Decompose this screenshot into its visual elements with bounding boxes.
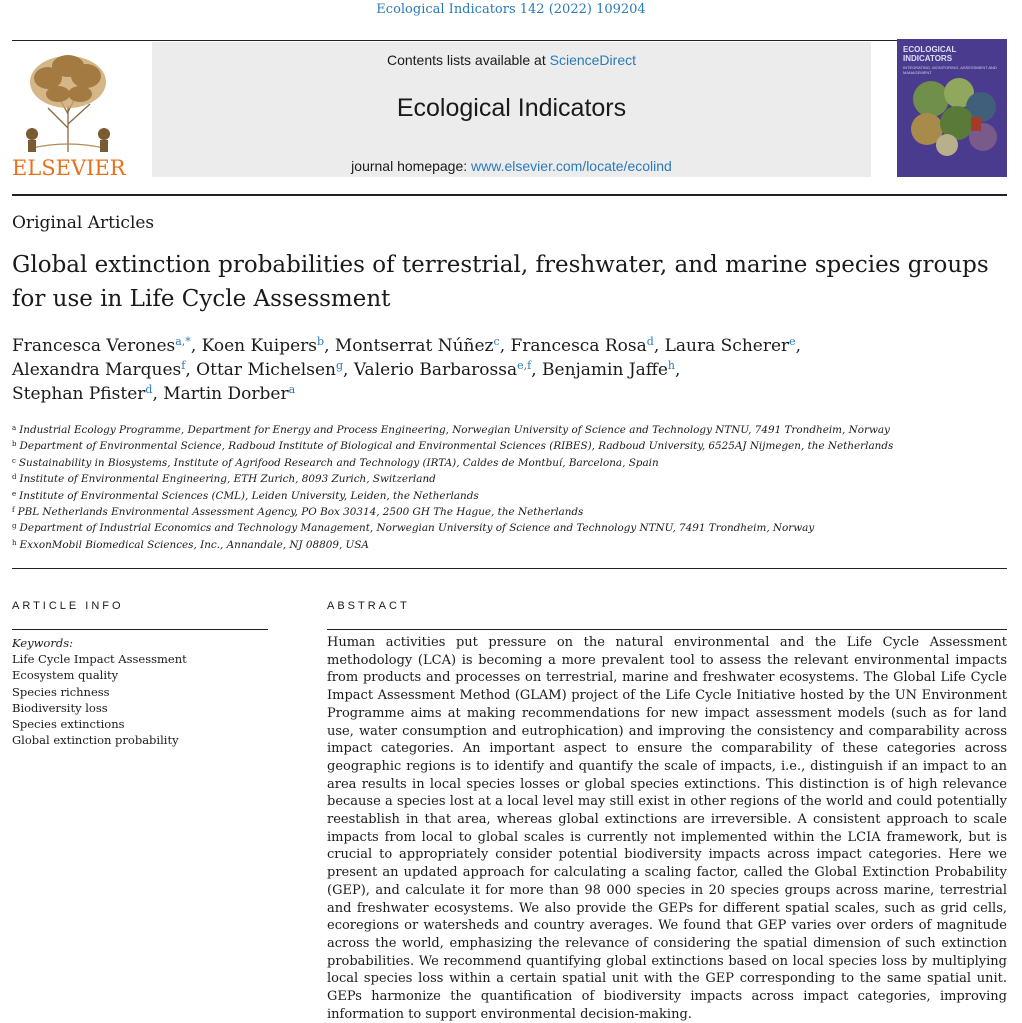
affiliation-text: Institute of Environmental Sciences (CML), Leiden University, Leiden, the Netherlands xyxy=(19,489,479,502)
keyword-item: Life Cycle Impact Assessment xyxy=(12,652,187,666)
abstract-text: Human activities put pressure on the natural environmental and the Life Cycle Assessment methodology (LCA) is becoming a more prevalent tool to assess the relevant environmental impacts from products and processes on terrestrial, marine and freshwater ecosystems. The Global Life Cycle Impact Assessment Method (GLAM) project of the Life Cycle Initiative hosted by the UN Environment Programme aims at making recommendations for new impact assessment models (such as for land use, water consumption and eutrophication) and improving the consistency and comparability across impact categories. An important aspect to ensure the comparability of these categories across geographic regions is to identify and quantify the scale of impacts, i.e., distinguish if an impact to an area results in local species losses or global species extinctions. This distinction is of high relevance because a species lost at a local level may still exist in other regions of the world and could potentially reestablish in that area, whereas global extinctions are irreversible. A consistent approach to scale impacts from local to global scales is currently not implemented within the LCIA framework, but is crucial to appropriately consider potential biodiversity impacts across impact categories. Here we present an updated approach for calculating a scaling factor, called the Global Extinction Probability (GEP), and calculate it for more than 98 000 species in 20 species groups across marine, terrestrial and freshwater ecosystems. We also provide the GEPs for different spatial scales, such as grid cells, ecoregions or watersheds and country averages. We found that GEP varies over orders of magnitude across the world, emphasizing the relevance of considering the spatial dimension of such extinction probabilities. We recommend quantifying global extinctions based on local species loss by multiplying local species loss within a certain spatial unit with the GEP corresponding to the same spatial unit. GEPs harmonize the quantification of biodiversity impacts across impact categories, improving information to support environmental decision-making. xyxy=(327,635,1007,1022)
cover-title-line2: INDICATORS xyxy=(903,54,953,63)
author-affiliation-marker[interactable]: d xyxy=(646,335,654,348)
affiliation-marker: f xyxy=(12,506,15,515)
author-separator: , xyxy=(531,360,543,380)
author-separator: , xyxy=(795,336,802,356)
article-info-heading: ARTICLE INFO xyxy=(12,600,124,612)
keyword-list xyxy=(12,651,268,749)
cover-collage-image xyxy=(901,73,1003,157)
keyword-item: Biodiversity loss xyxy=(12,700,108,715)
cover-title xyxy=(903,45,1003,63)
keyword-item: Ecosystem quality xyxy=(12,668,119,683)
author-affiliation-marker[interactable]: d xyxy=(145,383,153,396)
publisher-wordmark: ELSEVIER xyxy=(12,156,126,180)
author-affiliation-marker[interactable]: a xyxy=(288,383,296,396)
affiliation-list xyxy=(12,422,1002,553)
author-name[interactable]: Laura Scherer xyxy=(664,336,790,356)
author-separator: , xyxy=(324,336,335,356)
author-name[interactable]: Koen Kuipers xyxy=(201,336,318,356)
author-name[interactable]: Francesca Rosa xyxy=(510,336,647,356)
journal-name: Ecological Indicators xyxy=(396,94,627,122)
section-divider xyxy=(12,568,1007,569)
affiliation-item xyxy=(12,520,1002,536)
elsevier-logo[interactable] xyxy=(12,48,124,180)
author-name[interactable]: Valerio Barbarossa xyxy=(353,360,518,380)
keyword-item: Global extinction probability xyxy=(12,733,179,748)
article-info-divider xyxy=(12,629,268,630)
affiliation-item xyxy=(12,504,1002,520)
masthead-divider xyxy=(12,194,1007,196)
author-name[interactable]: Stephan Pfister xyxy=(12,384,146,404)
top-divider xyxy=(12,40,898,41)
journal-cover-thumbnail[interactable] xyxy=(897,39,1007,177)
affiliation-marker: h xyxy=(12,538,17,547)
author-name[interactable]: Montserrat Núñez xyxy=(334,336,494,356)
sciencedirect-link[interactable]: ScienceDirect xyxy=(549,52,636,68)
keyword-item: Species richness xyxy=(12,684,110,699)
cover-subtitle: INTEGRATING, MONITORING, ASSESSMENT AND MANAGEMENT xyxy=(903,65,997,75)
affiliation-marker: g xyxy=(12,522,17,531)
author-affiliation-marker[interactable]: e,f xyxy=(517,359,532,372)
homepage-prefix: journal homepage: xyxy=(351,158,472,174)
affiliation-marker: a xyxy=(12,424,17,432)
affiliation-item xyxy=(12,422,1002,438)
affiliation-item xyxy=(12,537,1002,553)
affiliation-text: Industrial Ecology Programme, Department for Energy and Process Engineering, Norwegian University of Science and Technology NTNU, 7491 Trondheim, Norway xyxy=(19,424,890,436)
affiliation-marker: b xyxy=(12,440,17,449)
author-affiliation-marker[interactable]: b xyxy=(317,335,325,348)
author-affiliation-marker[interactable]: e xyxy=(789,335,796,348)
affiliation-text: Department of Environmental Science, Radboud Institute of Biological and Environmental Sciences (RIBES), Radboud University, 6525AJ Nijmegen, the Netherlands xyxy=(19,440,894,453)
author-name[interactable]: Benjamin Jaffe xyxy=(542,360,668,380)
affiliation-marker: e xyxy=(12,489,17,498)
author-separator: , xyxy=(499,336,511,356)
contents-prefix: Contents lists available at xyxy=(386,52,550,68)
journal-citation-link[interactable]: Ecological Indicators 142 (2022) 109204 xyxy=(376,2,646,17)
abstract-divider xyxy=(327,629,1007,630)
author-affiliation-marker[interactable]: g xyxy=(335,359,344,372)
author-affiliation-marker[interactable]: f xyxy=(181,359,186,372)
keywords-label: Keywords: xyxy=(12,636,73,650)
affiliation-item xyxy=(12,471,1002,487)
author-separator: , xyxy=(185,360,197,380)
affiliation-item xyxy=(12,488,1002,504)
homepage-line xyxy=(152,158,871,174)
author-affiliation-marker[interactable]: h xyxy=(667,359,676,372)
affiliation-marker: c xyxy=(12,456,16,465)
author-name[interactable]: Ottar Michelsen xyxy=(196,360,336,380)
article-title: Global extinction probabilities of terrestrial, freshwater, and marine species groups for use in Life Cycle Assessment xyxy=(12,252,989,312)
journal-masthead xyxy=(152,42,871,177)
abstract-heading: ABSTRACT xyxy=(327,600,410,612)
affiliation-item xyxy=(12,438,1002,454)
affiliation-text: Institute of Environmental Engineering, ETH Zurich, 8093 Zurich, Switzerland xyxy=(19,473,436,486)
author-name[interactable]: Francesca Verones xyxy=(12,336,176,356)
author-separator: , xyxy=(675,360,681,380)
cover-title-line1: ECOLOGICAL xyxy=(903,45,957,54)
author-affiliation-marker[interactable]: c xyxy=(493,335,500,348)
affiliation-marker: d xyxy=(12,473,17,482)
author-separator: , xyxy=(653,336,665,356)
author-separator: , xyxy=(190,336,202,356)
author-list xyxy=(12,334,1002,406)
affiliation-item xyxy=(12,455,1002,471)
affiliation-text: Department of Industrial Economics and Technology Management, Norwegian University of Science and Technology NTNU, 7491 Trondheim, Norway xyxy=(19,522,815,535)
contents-line xyxy=(152,52,871,68)
affiliation-text: Sustainability in Biosystems, Institute of Agrifood Research and Technology (IRTA), Caldes de Montbuí, Barcelona, Spain xyxy=(18,456,659,469)
author-separator: , xyxy=(152,384,164,404)
author-name[interactable]: Alexandra Marques xyxy=(12,360,182,380)
keyword-item: Species extinctions xyxy=(12,717,125,732)
author-name[interactable]: Martin Dorber xyxy=(163,384,289,404)
article-type: Original Articles xyxy=(12,213,155,233)
journal-homepage-link[interactable]: www.elsevier.com/locate/ecolind xyxy=(471,158,672,174)
author-separator: , xyxy=(343,360,354,380)
affiliation-text: ExxonMobil Biomedical Sciences, Inc., Annandale, NJ 08809, USA xyxy=(19,538,369,551)
affiliation-text: PBL Netherlands Environmental Assessment Agency, PO Box 30314, 2500 GH The Hague, the Netherlands xyxy=(17,506,584,519)
author-affiliation-marker[interactable]: a,* xyxy=(175,335,191,348)
elsevier-tree-icon xyxy=(12,48,124,156)
